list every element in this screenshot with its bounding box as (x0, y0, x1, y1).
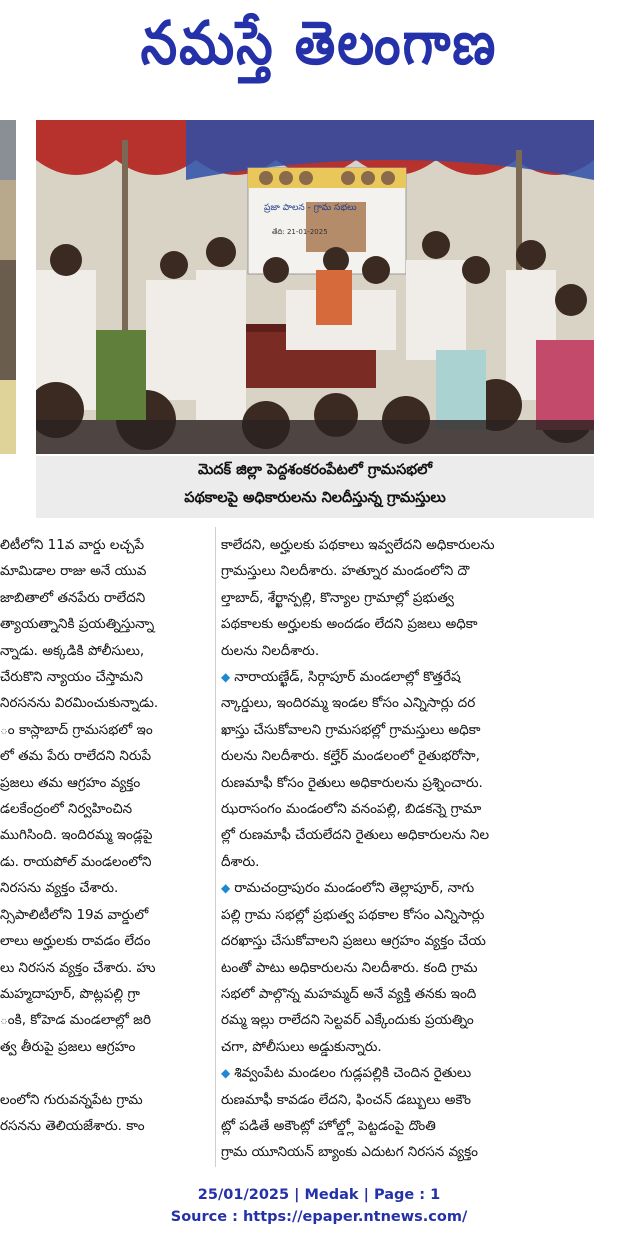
left-column-line: త్యాయత్నానికి ప్రయత్నిస్తున్నా (0, 616, 155, 633)
line-text: రుణమాఫీ కావడం లేదని, ఫించన్ డబ్బులు అకౌం (221, 1091, 471, 1108)
line-text: గ్రామస్తులు నిలదీశారు. హత్నూర మండంలోని దౌ (221, 563, 470, 580)
paragraph-line (221, 532, 623, 558)
left-column-line: చేరుకొని న్యాయం చేస్తామని (0, 669, 144, 686)
line-text: రామచంద్రాపురం మండంలోని తెల్లాపూర్, నాగు (234, 880, 475, 897)
paragraph-line (221, 875, 623, 901)
paragraph-line (221, 1007, 623, 1033)
article-right-column (221, 532, 623, 1172)
column-divider (215, 527, 216, 1167)
article-paragraph (221, 532, 623, 664)
left-column-line: ంకి, కోహెడ మండలాల్లో జరి (0, 1012, 152, 1029)
paragraph-line (221, 796, 623, 822)
left-column-line: మహ్మదాపూర్, పొట్లపల్లి గ్రా (0, 985, 140, 1002)
diamond-bullet-icon: ◆ (221, 670, 231, 685)
paragraph-line (221, 743, 623, 769)
paragraph-line (221, 585, 623, 611)
left-column-line: న్సిపాలిటీలోని 19వ వార్డులో (0, 906, 149, 923)
paragraph-line (221, 1113, 623, 1139)
paragraph-line (221, 849, 623, 875)
masthead (0, 0, 638, 100)
line-text: రుణమాఫీ కోసం రైతులు అధికారులను ప్రశ్నించారు. (221, 774, 483, 791)
line-text: సభలో పాల్గొన్న మహమ్మద్ అనే వ్యక్తి తనకు ఇంది (221, 985, 477, 1002)
paragraph-line (221, 981, 623, 1007)
paragraph-line (221, 664, 623, 690)
line-text: గ్రామ యూనియన్ బ్యాంకు ఎదుటగ నిరసన వ్యక్తం (221, 1144, 479, 1161)
banner-title: ప్రజా పాలన - గ్రామ సభలు (264, 203, 357, 213)
line-text: టంతో పాటు అధికారులను నిలదీశారు. కంది గ్రామ (221, 959, 478, 976)
news-photo (36, 120, 594, 454)
banner-date: తేది: 21-01-2025 (272, 228, 328, 236)
left-column-line: రసనను తెలియజేశారు. కాం (0, 1117, 145, 1134)
diamond-bullet-icon: ◆ (221, 881, 231, 896)
left-column-line: లు నిరసన వ్యక్తం చేశారు. హు (0, 959, 156, 976)
photo-caption (36, 456, 594, 518)
line-text: దీశారు. (221, 853, 260, 870)
adjacent-photo-edge (0, 120, 16, 454)
line-text: చగా, పోలీసులు అడ్డుకున్నారు. (221, 1038, 382, 1055)
line-text: నారాయణ్ఖేడ్, సిర్గాపూర్ మండలాల్లో కొత్తరేష (234, 669, 461, 686)
paragraph-line (221, 902, 623, 928)
paragraph-line (221, 822, 623, 848)
left-column-line: లో తమ పేరు రాలేదని నిరుపే (0, 748, 152, 765)
article-paragraph (221, 1060, 623, 1166)
left-column-line: ప్రజలు తమ ఆగ్రహం వ్యక్తం (0, 774, 141, 791)
line-text: న్కార్డులు, ఇందిరమ్మ ఇండల కోసం ఎన్నిసార్లు దర (221, 695, 476, 712)
line-text: ఖాస్తు చేసుకోవాలని గ్రామసభల్లో గ్రామస్తులు అధికా (221, 721, 481, 738)
article-paragraph (221, 664, 623, 875)
page-footer (0, 1184, 638, 1228)
line-text: పల్లి గ్రామ సభల్లో ప్రభుత్వ పథకాల కోసం ఎన్నిసార్లు (221, 906, 485, 923)
left-column-line: డలకేంద్రంలో నిర్వహించిన (0, 801, 133, 818)
paragraph-line (221, 955, 623, 981)
paragraph-line (221, 717, 623, 743)
paragraph-line (221, 611, 623, 637)
footer-date-line: 25/01/2025 | Medak | Page : 1 (197, 1187, 441, 1203)
line-text: ల్తాబాద్, శేర్ఖాన్పల్లి, కొన్యాల గ్రామాల్లో ప్రభుత్వ (221, 589, 454, 606)
left-column-line (0, 1060, 210, 1086)
left-column-line: లిటీలోని 11వ వార్డు లచ్చపే (0, 537, 145, 553)
line-text: కాలేదని, అర్హులకు పథకాలు ఇవ్వలేదని అధికారులను (221, 537, 495, 553)
paragraph-line (221, 638, 623, 664)
left-column-line: నిరసనను విరమించుకున్నాడు. (0, 695, 159, 712)
paragraph-line (221, 770, 623, 796)
left-column-line: నిరసను వ్యక్తం చేశారు. (0, 880, 119, 897)
article-left-column (0, 532, 210, 1172)
paragraph-line (221, 1034, 623, 1060)
line-text: పథకాలకు అర్హులకు అందడం లేదని ప్రజలు అధికా (221, 616, 478, 633)
line-text: ఝరాసంగం మండంలోని వనంపల్లి, బిడకన్నె గ్రామా (221, 801, 482, 818)
left-column-line: ముగిసింది. ఇందిరమ్మ ఇండ్లపై (0, 827, 153, 844)
paragraph-line (221, 1087, 623, 1113)
left-column-line: మామిడాల రాజు అనే యువ (0, 563, 147, 580)
line-text: రులను నిలదీశారు. కల్హేర్ మండలంలో రైతుభరోసా, (221, 748, 480, 765)
paragraph-line (221, 690, 623, 716)
article-paragraph (221, 875, 623, 1060)
line-text: ల్లో రుణమాఫీ చేయలేదని రైతులు అధికారులను నిల (221, 827, 490, 844)
line-text: రులను నిలదీశారు. (221, 642, 320, 659)
line-text: రమ్మ ఇల్లు రాలేదని సెల్టవర్ ఎక్కేందుకు ప్రయత్నిం (221, 1012, 474, 1029)
paragraph-line (221, 1060, 623, 1086)
paragraph-line (221, 928, 623, 954)
footer-source-line: Source : https://epaper.ntnews.com/ (170, 1209, 468, 1225)
paragraph-line (221, 558, 623, 584)
diamond-bullet-icon: ◆ (221, 1066, 231, 1081)
left-column-line: డు. రాయపోల్ మండలంలోని (0, 853, 152, 870)
left-column-line: జాబితాలో తనపేరు రాలేదని (0, 589, 146, 606)
line-text: ట్లో పడితే అకౌంట్లో హోల్డ్లో పెట్టడంపై దొంతి (221, 1117, 436, 1134)
caption-line-2: పథకాలపై అధికారులను నిలదీస్తున్న గ్రామస్తులు (184, 490, 446, 506)
left-column-line: లంలోని గురువన్నపేట గ్రామ (0, 1091, 143, 1108)
paragraph-line (221, 1139, 623, 1165)
left-column-line: లాలు అర్హులకు రావడం లేదం (0, 933, 151, 950)
caption-line-1: మెదక్ జిల్లా పెద్దశంకరంపేటలో గ్రామసభలో (197, 462, 433, 478)
left-column-line: న్నాడు. అక్కడికి పోలీసులు, (0, 642, 145, 659)
left-column-line: ం కాస్లాబాద్ గ్రామసభలో ఇం (0, 721, 153, 738)
line-text: శివ్వంపేట మండలం గుడ్లపల్లికి చెందిన రైతులు (234, 1065, 472, 1082)
newspaper-title: నమస్తే తెలంగాణ (140, 8, 498, 79)
left-column-line: త్వ తీరుపై ప్రజలు ఆగ్రహం (0, 1038, 136, 1055)
line-text: దరఖాస్తు చేసుకోవాలని ప్రజలు ఆగ్రహం వ్యక్తం చేయ (221, 933, 486, 950)
